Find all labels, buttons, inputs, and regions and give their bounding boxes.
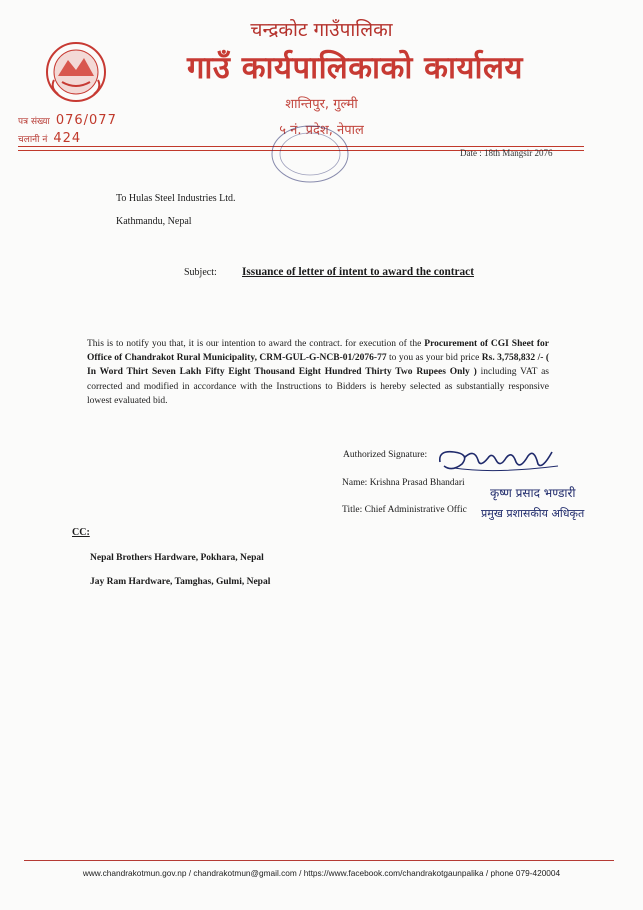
office-province: ५ नं. प्रदेश, नेपाल bbox=[279, 123, 364, 138]
dispatch-label: चलानी नं bbox=[18, 135, 48, 145]
cc-item: Jay Ram Hardware, Tamghas, Gulmi, Nepal bbox=[90, 577, 271, 587]
footer-rule bbox=[24, 860, 614, 861]
cc-label: CC: bbox=[72, 527, 90, 538]
office-stamp-icon bbox=[268, 122, 352, 186]
body-text-1: This is to notify you that, it is our intention to award the contract. for execution of the bbox=[87, 339, 425, 349]
body-text-2: to you as your bid price bbox=[386, 353, 482, 364]
signature-label: Authorized Signature: bbox=[343, 450, 428, 460]
reference-number bbox=[18, 113, 117, 128]
reference-label: पत्र संख्या bbox=[18, 117, 50, 127]
body-paragraph bbox=[87, 337, 549, 408]
municipality-name: चन्द्रकोट गाउँपालिका bbox=[250, 19, 393, 41]
body-text-3: including VAT as corrected and modified in accordance with the Instructions to Bidders is hereby selected as substantially responsive lowest evaluated bid. bbox=[87, 367, 549, 406]
signatory-title-nepali: प्रमुख प्रशासकीय अधिकृत bbox=[481, 507, 585, 520]
dispatch-value: 424 bbox=[53, 131, 82, 146]
subject-text: Issuance of letter of intent to award the contract bbox=[242, 266, 474, 278]
dispatch-number bbox=[18, 131, 81, 146]
handwritten-signature-icon bbox=[434, 444, 564, 476]
body-price: Rs. 3,758,832 /- ( In Word Thirt Seven Lakh Fifty Eight Thousand Eight Hundred Thirty Two Rupees Only ) bbox=[87, 353, 549, 378]
signatory-name: Name: Krishna Prasad Bhandari bbox=[342, 478, 465, 488]
recipient-city: Kathmandu, Nepal bbox=[116, 216, 192, 227]
signatory-name-nepali: कृष्ण प्रसाद भण्डारी bbox=[490, 486, 576, 500]
reference-value: 076/077 bbox=[55, 113, 117, 128]
office-place: शान्तिपुर, गुल्मी bbox=[285, 97, 358, 112]
footer-contact: www.chandrakotmun.gov.np / chandrakotmun@gmail.com / https://www.facebook.com/chandrakotgaunpalika / phone 079-420004 bbox=[82, 868, 561, 878]
subject-label: Subject: bbox=[184, 267, 217, 278]
signatory-title: Title: Chief Administrative Offic bbox=[342, 505, 467, 515]
cc-item: Nepal Brothers Hardware, Pokhara, Nepal bbox=[90, 553, 264, 563]
recipient-line: To Hulas Steel Industries Ltd. bbox=[116, 193, 236, 204]
letter-date: Date : 18th Mangsir 2076 bbox=[460, 148, 553, 158]
office-name: गाउँ कार्यपालिकाको कार्यालय bbox=[186, 50, 524, 86]
body-procurement: Procurement of CGI Sheet for Office of Chandrakot Rural Municipality, CRM-GUL-G-NCB-01/2076-77 bbox=[87, 339, 549, 364]
